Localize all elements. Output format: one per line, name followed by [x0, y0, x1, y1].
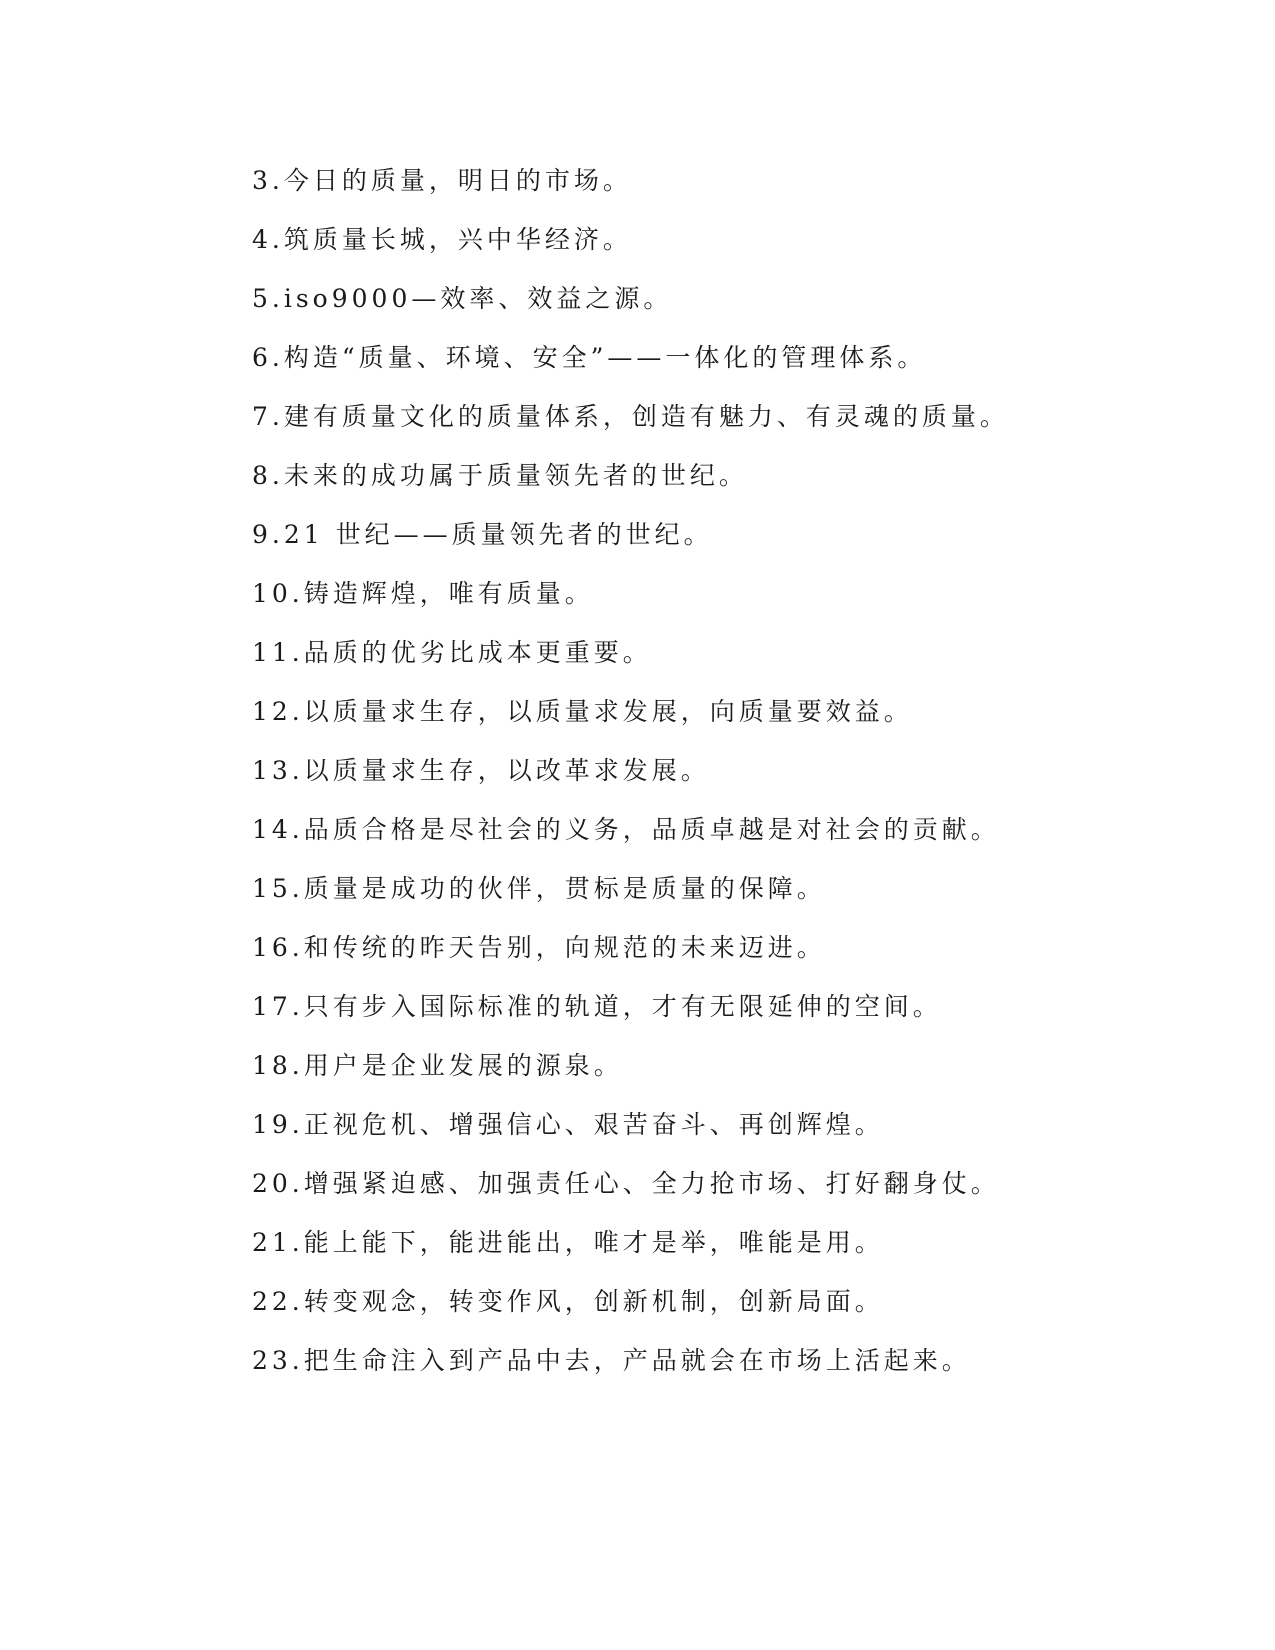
list-item: 20.增强紧迫感、加强责任心、全力抢市场、打好翻身仗。 [252, 1169, 1000, 1198]
list-item: 14.品质合格是尽社会的义务，品质卓越是对社会的贡献。 [252, 815, 1000, 844]
list-item: 3.今日的质量，明日的市场。 [252, 166, 632, 195]
list-item: 17.只有步入国际标准的轨道，才有无限延伸的空间。 [252, 992, 942, 1021]
list-item: 21.能上能下，能进能出，唯才是举，唯能是用。 [252, 1228, 884, 1257]
list-item: 18.用户是企业发展的源泉。 [252, 1051, 623, 1080]
list-item: 9.21 世纪——质量领先者的世纪。 [252, 520, 713, 549]
list-item: 7.建有质量文化的质量体系，创造有魅力、有灵魂的质量。 [252, 402, 1009, 431]
list-item: 6.构造“质量、环境、安全”——一体化的管理体系。 [252, 343, 927, 372]
list-item: 23.把生命注入到产品中去，产品就会在市场上活起来。 [252, 1346, 971, 1375]
slogan-list [252, 158, 1212, 1397]
list-item: 5.iso9000—效率、效益之源。 [252, 284, 673, 313]
list-item: 11.品质的优劣比成本更重要。 [252, 638, 652, 667]
list-item: 13.以质量求生存，以改革求发展。 [252, 756, 710, 785]
list-item: 12.以质量求生存，以质量求发展，向质量要效益。 [252, 697, 913, 726]
list-item: 22.转变观念，转变作风，创新机制，创新局面。 [252, 1287, 884, 1316]
list-item: 19.正视危机、增强信心、艰苦奋斗、再创辉煌。 [252, 1110, 884, 1139]
list-item: 8.未来的成功属于质量领先者的世纪。 [252, 461, 748, 490]
list-item: 16.和传统的昨天告别，向规范的未来迈进。 [252, 933, 826, 962]
list-item: 15.质量是成功的伙伴，贯标是质量的保障。 [252, 874, 826, 903]
list-item: 4.筑质量长城，兴中华经济。 [252, 225, 632, 254]
list-item: 10.铸造辉煌，唯有质量。 [252, 579, 594, 608]
